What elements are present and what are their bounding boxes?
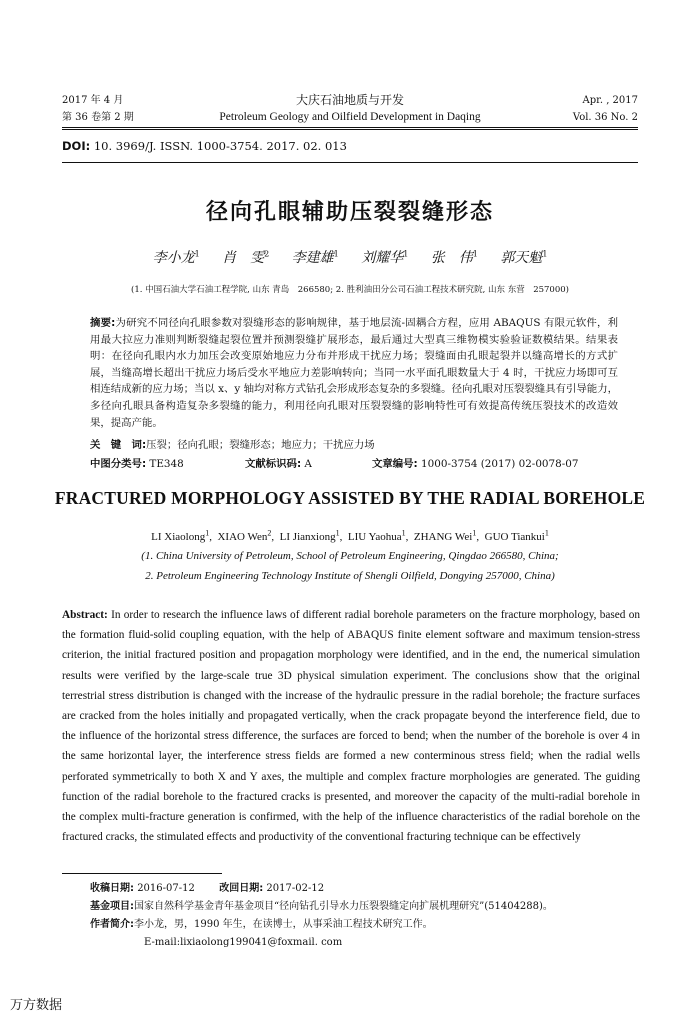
author-en-name: GUO Tiankui [484,530,545,543]
author-en-name: LIU Yaohua [347,530,402,543]
author-en-name: XIAO Wen [217,530,268,543]
author-bio-label: 作者简介: [90,919,134,930]
footnote-rule [62,873,222,874]
author-cn-name: 李建雄 [291,250,334,266]
fund-line [90,898,650,916]
footnotes [90,880,650,952]
header-right [573,92,638,126]
author-cn-name: 郭天魁 [500,250,543,266]
author-en: ZHANG Wei$^1$, [413,528,482,543]
email-line [90,934,650,952]
header-rule-2 [62,129,638,130]
author-en-sup: 1 [205,528,210,537]
authors-en [0,528,700,543]
watermark: 万方数据 [10,998,63,1013]
received-date: 2016-07-12 [137,883,195,894]
fund-label: 基金项目: [90,901,134,912]
author-cn-name: 刘耀华 [361,250,404,266]
article-no-label: 文章编号: [372,458,418,470]
keywords-cn [90,436,618,451]
title-cn: 径向孔眼辅助压裂裂缝形态 [205,200,494,225]
abstract-cn [90,315,618,431]
doi-label: DOI: [62,139,91,153]
revised-date: 2017-02-12 [266,883,325,894]
author-en: XIAO Wen$^2$, [217,528,277,543]
clc-label: 中图分类号: [90,458,147,470]
doi-line [62,139,347,153]
dates-line [90,880,650,898]
author-en [484,528,549,543]
title-en: FRACTURED MORPHOLOGY ASSISTED BY THE RADIAL BOREHOLE [54,488,646,508]
author-en: LIU Yaohua$^1$, [347,528,412,543]
author-cn-sup: 1 [333,249,339,259]
abstract-en [62,605,640,847]
abstract-cn-text: 为研究不同径向孔眼参数对裂缝形态的影响规律，基于地层流-固耦合方程，应用 ABAQUS 有限元软件，利用最大拉应力准则判断裂缝起裂位置并预测裂缝扩展形态，最后通过大型真三维物模实验验证数模结果。结果表明：在径向孔眼内水力加压会改变原始地应力分布并形成干扰应力场；裂缝面由孔眼起裂并以缝高增长的方式扩展，当缝高增长超出干扰应力场后受水平地应力差影响转向；当同一水平面孔眼数量大于 4 时，干扰应力场即可互相连结成新的应力场；当以 x、y 轴均对称方式钻孔会形成形态复杂的多裂缝。径向孔眼对压裂裂缝具有引导能力，多径向孔眼具备构造复杂多裂缝的能力，利用径向孔眼对压裂裂缝的影响特性可有效提高传统压裂技术的改造效果，提高产能。 [90,317,618,429]
article-no-value: 1000-3754 (2017) 02-0078-07 [421,458,579,470]
header-date-en: Apr. , 2017 [582,95,638,106]
fund-text: 国家自然科学基金青年基金项目“径向钻孔引导水力压裂裂缝定向扩展机理研究”(51404288)。 [134,901,553,912]
doc-code-label: 文献标识码: [245,458,302,470]
journal-name-cn: 大庆石油地质与开发 [295,93,404,107]
author-cn [361,250,408,266]
header-volume-en: Vol. 36 No. 2 [572,112,638,123]
classification-clc [90,455,184,470]
author-en-sup: 1 [472,528,477,537]
author-cn-sup: 1 [472,249,478,259]
author-en: LI Jianxiong$^1$, [279,528,346,543]
authors-cn [0,247,700,267]
revised-label: 改回日期: [219,883,264,894]
author-en-name: LI Jianxiong [279,530,336,543]
author-cn-sup: 2 [264,249,270,259]
author-cn-sup: 1 [194,249,200,259]
author-bio-text: 李小龙，男，1990 年生，在读博士，从事采油工程技术研究工作。 [134,919,433,930]
author-en-sup: 1 [401,528,406,537]
journal-name-en: Petroleum Geology and Oilfield Development in Daqing [219,111,481,123]
keywords-cn-label: 关 键 词: [90,439,147,451]
author-cn-name: 肖 雯 [222,250,265,266]
classification-art [372,455,579,470]
author-cn [431,250,478,266]
author-en-name: ZHANG Wei [413,530,473,543]
classification-doc [245,455,312,470]
affiliation-en-2: 2. Petroleum Engineering Technology Institute of Shengli Oilfield, Dongying 257000, China) [145,570,555,582]
author-cn-name: 张 伟 [430,250,473,266]
affiliation-en-1: (1. China University of Petroleum, School of Petroleum Engineering, Qingdao 266580, China; [141,550,559,562]
clc-value: TE348 [149,458,184,470]
keywords-cn-text: 压裂；径向孔眼；裂缝形态；地应力；干扰应力场 [146,439,375,451]
received-label: 收稿日期: [90,883,134,894]
header-rule [62,127,638,128]
email-text: E-mail:lixiaolong199041@foxmail. com [144,937,343,948]
author-cn-sup: 1 [542,249,548,259]
author-bio-line [90,916,650,934]
header-date-cn: 2017 年 4 月 [62,95,124,106]
abstract-en-label: Abstract: [62,609,108,621]
author-en-sup: 2 [267,528,272,537]
author-cn-sup: 1 [403,249,409,259]
abstract-en-text: In order to research the influence laws of different radial borehole parameters on the fracture morphology, based on the formation fluid-solid coupling equation, with the help of ABAQUS finite element software and maximum tension-stress criterion, the initial fractured position and propagation morphology were identified, and in the end, the numerical simulation results were verified by the large-scale true 3D physical simulation experiment. The conclusions show that the original terrestrial stress distribution is changed with the increase of the hydraulic pressure in the radial borehole; the fracture surfaces are cracked from the holes initially and propagated vertically, when the crack propagate beyond the interference field, due to the influence of the horizontal stress difference, the surfaces are forced to bend; when the number of the borehole is over 4 in the same horizontal layer, the interference stress fields are formed a new conterminous stress field; when the radial wells perforated symmetrically to both X and Y axes, the multiple and complex fracture morphologies are generated. The guiding function of the radial borehole to the fractured cracks is presented, and moreover the capacity of the multi-radial borehole in the complex multi-fracture generation is confirmed, with the help of the influence characteristics of the radial borehole on the fractured cracks, the stimulated effects and productivity of the conventional fracturing technique can be effectively [62,609,641,844]
author-cn-name: 李小龙 [152,250,195,266]
author-en-sup: 1 [544,528,549,537]
author-en: LI Xiaolong$^1$, [151,528,215,543]
author-cn [292,250,339,266]
author-en-sup: 1 [335,528,340,537]
doi-value: 10. 3969/J. ISSN. 1000-3754. 2017. 02. 013 [93,139,347,153]
author-en-name: LI Xiaolong [151,530,206,543]
abstract-cn-label: 摘要: [90,317,116,329]
author-cn [222,250,269,266]
author-cn [500,250,547,266]
header-volume-cn: 第 36 卷第 2 期 [62,112,134,123]
doi-rule [62,162,638,163]
author-cn [153,250,200,266]
affiliation-cn: (1. 中国石油大学石油工程学院, 山东 青岛 266580; 2. 胜利油田分公司石油工程技术研究院, 山东 东营 257000) [131,285,569,295]
doc-code-value: A [304,458,312,470]
